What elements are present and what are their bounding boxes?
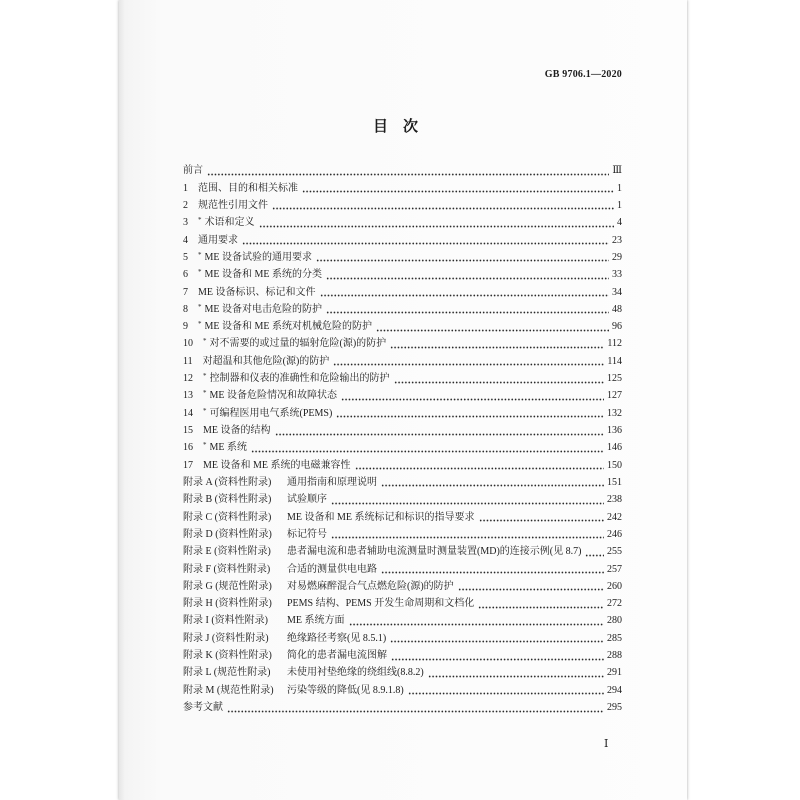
page-number: 1 bbox=[617, 182, 622, 194]
entry-label bbox=[183, 578, 454, 595]
clause-number: 12 bbox=[183, 373, 193, 385]
entry-label bbox=[183, 301, 322, 318]
entry-label bbox=[183, 595, 474, 612]
entry-label bbox=[183, 232, 238, 249]
entry-title: 通用要求 bbox=[198, 234, 238, 246]
entry-label bbox=[183, 699, 223, 716]
toc-annex-entry bbox=[183, 491, 622, 508]
asterisk-marker: * bbox=[198, 216, 202, 225]
asterisk-marker: * bbox=[203, 389, 207, 398]
entry-title: 对不需要的或过量的辐射危险(源)的防护 bbox=[209, 338, 387, 350]
entry-label bbox=[183, 630, 386, 647]
dot-leader bbox=[207, 162, 609, 179]
entry-title: 通用指南和原理说明 bbox=[287, 476, 377, 488]
dot-leader bbox=[331, 526, 604, 543]
dot-leader bbox=[585, 543, 604, 560]
dot-leader bbox=[341, 387, 604, 404]
toc-clause-entry bbox=[183, 232, 622, 249]
entry-label bbox=[183, 180, 298, 197]
dot-leader bbox=[428, 664, 604, 681]
entry-title: 规范性引用文件 bbox=[198, 199, 268, 211]
toc-clause-entry bbox=[183, 214, 622, 231]
asterisk-marker: * bbox=[198, 268, 202, 277]
toc-clause-entry bbox=[183, 422, 622, 439]
toc-annex-entry bbox=[183, 612, 622, 629]
toc-annex-entry bbox=[183, 543, 622, 560]
table-of-contents bbox=[183, 162, 622, 716]
dot-leader bbox=[316, 249, 609, 266]
toc-annex-entry bbox=[183, 595, 622, 612]
annex-label: 附录 J (资料性附录) bbox=[183, 632, 269, 644]
entry-title: 对易燃麻醉混合气点燃危险(源)的防护 bbox=[287, 580, 454, 592]
dot-leader bbox=[259, 214, 615, 231]
page-number: 151 bbox=[607, 476, 622, 488]
entry-title: 控制器和仪表的准确性和危险输出的防护 bbox=[209, 373, 390, 385]
entry-label bbox=[183, 335, 386, 352]
page-number: 4 bbox=[617, 217, 622, 229]
toc-clause-entry bbox=[183, 457, 622, 474]
dot-leader bbox=[227, 699, 604, 716]
entry-label bbox=[183, 353, 329, 370]
entry-title: ME 设备和 ME 系统标记和标识的指导要求 bbox=[287, 511, 475, 523]
entry-label bbox=[183, 474, 377, 491]
annex-label: 附录 F (资料性附录) bbox=[183, 563, 271, 575]
dot-leader bbox=[381, 561, 604, 578]
entry-label bbox=[183, 457, 351, 474]
entry-label bbox=[183, 214, 255, 231]
dot-leader bbox=[479, 509, 605, 526]
entry-label bbox=[183, 370, 390, 387]
toc-entry bbox=[183, 162, 622, 179]
toc-clause-entry bbox=[183, 439, 622, 456]
page-number: 242 bbox=[607, 511, 622, 523]
entry-title: 范围、目的和相关标准 bbox=[198, 182, 298, 194]
entry-title: ME 系统 bbox=[209, 442, 247, 454]
dot-leader bbox=[251, 439, 604, 456]
page-number: 294 bbox=[607, 684, 622, 696]
page-number: 127 bbox=[607, 390, 622, 402]
annex-label: 附录 A (资料性附录) bbox=[183, 476, 272, 488]
entry-title: ME 设备的结构 bbox=[203, 425, 271, 437]
annex-label: 附录 L (规范性附录) bbox=[183, 667, 271, 679]
entry-title: ME 设备危险情况和故障状态 bbox=[209, 390, 337, 402]
toc-annex-entry bbox=[183, 647, 622, 664]
toc-annex-entry bbox=[183, 474, 622, 491]
toc-annex-entry bbox=[183, 682, 622, 699]
page-number: 150 bbox=[607, 459, 622, 471]
page-number: 246 bbox=[607, 528, 622, 540]
dot-leader bbox=[331, 491, 604, 508]
entry-title: ME 设备和 ME 系统的电磁兼容性 bbox=[203, 459, 351, 471]
page-number: 29 bbox=[612, 251, 622, 263]
entry-label bbox=[183, 509, 475, 526]
asterisk-marker: * bbox=[203, 337, 207, 346]
toc-clause-entry bbox=[183, 335, 622, 352]
toc-clause-entry bbox=[183, 405, 622, 422]
toc-clause-entry bbox=[183, 318, 622, 335]
asterisk-marker: * bbox=[203, 372, 207, 381]
asterisk-marker: * bbox=[198, 320, 202, 329]
toc-clause-entry bbox=[183, 197, 622, 214]
dot-leader bbox=[458, 578, 604, 595]
page-number: 255 bbox=[607, 546, 622, 558]
page-number: 295 bbox=[607, 702, 622, 714]
entry-label bbox=[183, 664, 424, 681]
page-number: 288 bbox=[607, 650, 622, 662]
entry-label bbox=[183, 284, 316, 301]
entry-label bbox=[183, 561, 377, 578]
clause-number: 10 bbox=[183, 338, 193, 350]
entry-label bbox=[183, 249, 312, 266]
dot-leader bbox=[381, 474, 604, 491]
entry-title: 术语和定义 bbox=[204, 217, 255, 229]
clause-number: 16 bbox=[183, 442, 193, 454]
entry-label bbox=[183, 612, 345, 629]
entry-title: ME 系统方面 bbox=[287, 615, 345, 627]
entry-title: ME 设备和 ME 系统的分类 bbox=[204, 269, 322, 281]
annex-label: 附录 I (资料性附录) bbox=[183, 615, 268, 627]
entry-title: 可编程医用电气系统(PEMS) bbox=[209, 407, 333, 419]
clause-number: 5 bbox=[183, 251, 188, 263]
entry-title: ME 设备和 ME 系统对机械危险的防护 bbox=[204, 321, 372, 333]
toc-annex-entry bbox=[183, 664, 622, 681]
dot-leader bbox=[320, 284, 610, 301]
entry-title: 患者漏电流和患者辅助电流测量时测量装置(MD)的连接示例(见 8.7) bbox=[287, 546, 582, 558]
annex-label: 附录 K (资料性附录) bbox=[183, 650, 272, 662]
dot-leader bbox=[242, 232, 609, 249]
standard-code: GB 9706.1—2020 bbox=[544, 69, 622, 80]
toc-annex-entry bbox=[183, 509, 622, 526]
entry-label bbox=[183, 491, 327, 508]
entry-label bbox=[183, 197, 268, 214]
dot-leader bbox=[390, 335, 604, 352]
dot-leader bbox=[336, 405, 604, 422]
asterisk-marker: * bbox=[203, 406, 207, 415]
toc-clause-entry bbox=[183, 387, 622, 404]
toc-clause-entry bbox=[183, 284, 622, 301]
page-number: 146 bbox=[607, 442, 622, 454]
page-title: 目 次 bbox=[373, 119, 419, 135]
clause-number: 1 bbox=[183, 182, 188, 194]
toc-entry bbox=[183, 699, 622, 716]
dot-leader bbox=[394, 370, 605, 387]
page-number: 260 bbox=[607, 580, 622, 592]
entry-title: 未使用衬垫绝缘的绕组线(8.8.2) bbox=[287, 667, 424, 679]
page-number: 125 bbox=[607, 373, 622, 385]
dot-leader bbox=[302, 180, 614, 197]
page-number: 285 bbox=[607, 632, 622, 644]
dot-leader bbox=[390, 630, 604, 647]
clause-number: 8 bbox=[183, 303, 188, 315]
dot-leader bbox=[349, 612, 605, 629]
entry-title: ME 设备试验的通用要求 bbox=[204, 251, 312, 263]
entry-label bbox=[183, 266, 322, 283]
entry-title: 合适的测量供电电路 bbox=[287, 563, 377, 575]
clause-number: 2 bbox=[183, 199, 188, 211]
asterisk-marker: * bbox=[203, 441, 207, 450]
page-number: 291 bbox=[607, 667, 622, 679]
clause-number: 3 bbox=[183, 217, 188, 229]
page-number: 114 bbox=[607, 355, 622, 367]
page-number: 132 bbox=[607, 407, 622, 419]
asterisk-marker: * bbox=[198, 302, 202, 311]
dot-leader bbox=[355, 457, 605, 474]
entry-title: 标记符号 bbox=[287, 528, 327, 540]
clause-number: 14 bbox=[183, 407, 193, 419]
page-number: 136 bbox=[607, 425, 622, 437]
entry-title: 绝缘路径考察(见 8.5.1) bbox=[287, 632, 387, 644]
page-number: 34 bbox=[612, 286, 622, 298]
entry-label bbox=[183, 543, 581, 560]
clause-number: 15 bbox=[183, 425, 193, 437]
page-number: 23 bbox=[612, 234, 622, 246]
annex-label: 附录 G (规范性附录) bbox=[183, 580, 272, 592]
annex-label: 附录 H (资料性附录) bbox=[183, 598, 272, 610]
page-number: 48 bbox=[612, 303, 622, 315]
entry-title: 对超温和其他危险(源)的防护 bbox=[202, 355, 330, 367]
dot-leader bbox=[275, 422, 605, 439]
entry-label bbox=[183, 526, 327, 543]
dot-leader bbox=[391, 647, 604, 664]
toc-annex-entry bbox=[183, 526, 622, 543]
annex-label: 附录 E (资料性附录) bbox=[183, 546, 271, 558]
page-number: 238 bbox=[607, 494, 622, 506]
toc-annex-entry bbox=[183, 578, 622, 595]
clause-number: 13 bbox=[183, 390, 193, 402]
dot-leader bbox=[408, 682, 604, 699]
asterisk-marker: * bbox=[198, 250, 202, 259]
page-number: 1 bbox=[617, 199, 622, 211]
clause-number: 6 bbox=[183, 269, 188, 281]
toc-clause-entry bbox=[183, 301, 622, 318]
annex-label: 附录 B (资料性附录) bbox=[183, 494, 272, 506]
toc-annex-entry bbox=[183, 630, 622, 647]
page-number-footer: Ⅰ bbox=[604, 738, 609, 750]
entry-title: 污染等级的降低(见 8.9.1.8) bbox=[287, 684, 404, 696]
toc-clause-entry bbox=[183, 353, 622, 370]
entry-label bbox=[183, 682, 404, 699]
entry-title: 试验顺序 bbox=[287, 494, 327, 506]
entry-label bbox=[183, 405, 332, 422]
entry-title: PEMS 结构、PEMS 开发生命周期和文档化 bbox=[287, 598, 475, 610]
dot-leader bbox=[326, 266, 609, 283]
dot-leader bbox=[326, 301, 609, 318]
dot-leader bbox=[478, 595, 604, 612]
entry-title: 前言 bbox=[183, 165, 203, 177]
dot-leader bbox=[376, 318, 609, 335]
clause-number: 7 bbox=[183, 286, 188, 298]
entry-title: ME 设备标识、标记和文件 bbox=[198, 286, 316, 298]
page-number: 112 bbox=[607, 338, 622, 350]
annex-label: 附录 M (规范性附录) bbox=[183, 684, 274, 696]
page-number: 33 bbox=[612, 269, 622, 281]
entry-label bbox=[183, 162, 203, 179]
clause-number: 17 bbox=[183, 459, 193, 471]
clause-number: 9 bbox=[183, 321, 188, 333]
page-number: 272 bbox=[607, 598, 622, 610]
page-number: 257 bbox=[607, 563, 622, 575]
page-number: Ⅲ bbox=[612, 165, 622, 177]
entry-title: 简化的患者漏电流图解 bbox=[287, 650, 387, 662]
dot-leader bbox=[272, 197, 614, 214]
entry-label bbox=[183, 422, 271, 439]
toc-clause-entry bbox=[183, 266, 622, 283]
clause-number: 11 bbox=[183, 355, 193, 367]
page-number: 280 bbox=[607, 615, 622, 627]
dot-leader bbox=[333, 353, 604, 370]
toc-clause-entry bbox=[183, 370, 622, 387]
annex-label: 附录 D (资料性附录) bbox=[183, 528, 272, 540]
toc-clause-entry bbox=[183, 249, 622, 266]
entry-title: ME 设备对电击危险的防护 bbox=[204, 303, 322, 315]
page-number: 96 bbox=[612, 321, 622, 333]
entry-label bbox=[183, 318, 372, 335]
toc-annex-entry bbox=[183, 561, 622, 578]
annex-label: 附录 C (资料性附录) bbox=[183, 511, 272, 523]
entry-title: 参考文献 bbox=[183, 702, 223, 714]
entry-label bbox=[183, 387, 337, 404]
entry-label bbox=[183, 647, 387, 664]
entry-label bbox=[183, 439, 247, 456]
toc-clause-entry bbox=[183, 180, 622, 197]
clause-number: 4 bbox=[183, 234, 188, 246]
